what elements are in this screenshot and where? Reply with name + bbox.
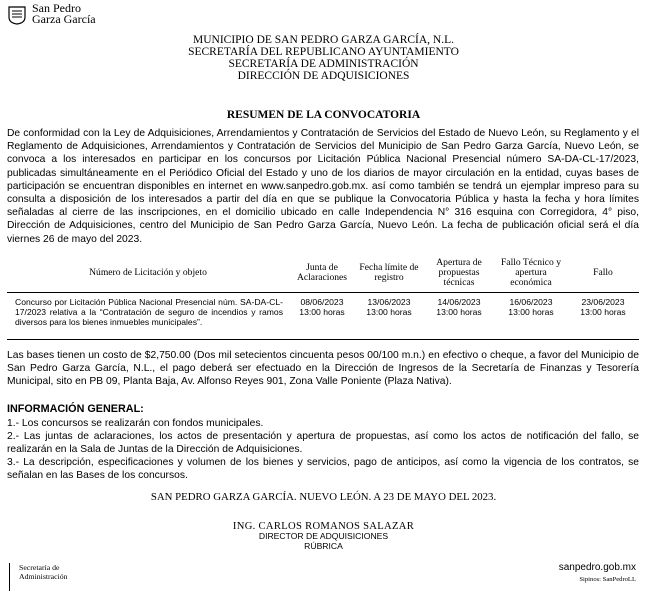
column-header: Fecha límite de registro [355,254,423,293]
cell-time: 13:00 horas [436,307,482,317]
tender-description: Concurso por Licitación Pública Nacional Presencial núm. SA-DA-CL-17/2023 relativa a la “Contratación de seguro de incendios y ramos diversos para los bienes inmuebles municipales”. [7,293,289,340]
info-item: 3.- La descripción, especificaciones y volumen de los bienes y servicios, pago de anticipos, así como la vigencia de los contratos, se señalan en las Bases de los concursos. [7,457,639,481]
signature-note: RÚBRICA [304,540,343,551]
bases-cost-paragraph: Las bases tienen un costo de $2,750.00 (Dos mil setecientos cincuenta pesos 00/100 m.n.) en efectivo o cheque, a favor del Municipio de San Pedro Garza García, N.L., el pago deberá ser efectuado en la Dirección de Ingresos de la Secretaría de Finanzas y Tesorería Municipal, sito en PB 09, Planta Baja, Av. Alfonso Reyes 901, Zona Valle Poniente (Plaza Nativa). [7,350,639,388]
header-line-2: SECRETARÍA DEL REPUBLICANO AYUNTAMIENTO [188,46,459,58]
column-header: Número de Licitación y objeto [7,254,289,293]
logo-line-1: San Pedro [32,1,81,15]
column-header: Fallo Técnico y apertura económica [495,254,567,293]
footer-department [9,563,68,591]
signature-block [0,521,647,551]
intro-paragraph: De conformidad con la Ley de Adquisiciones, Arrendamientos y Contratación de Servicios del Estado de Nuevo León, su Reglamento y el Reglamento de Adquisiciones, Arrendamientos y Contratación de Servicios del Municipio de San Pedro Garza García, Nuevo León, se convoca a los interesados en participar en los concursos por Licitación Pública Nacional Presencial número SA-DA-CL-17/2023, publicadas simultáneamente en el Periódico Oficial del Estado y uno de los diarios de mayor circulación en la entidad, cuyas bases de participación se encuentran disponibles en internet en www.sanpedro.gob.mx. así como también se tendrá un ejemplar impreso para su consulta a disposición de los interesados a partir del día en que se publique la Convocatoria Pública y hasta la fecha y hora límites señaladas al cierre de las inscripciones, en el domicilio ubicado en calle Independencia N° 316 esquina con Corregidora, 4° piso, Dirección de Adquisiciones, centro del Municipio de San Pedro Garza García, Nuevo León. La fecha de publicación oficial será el día viernes 26 de mayo del 2023. [7,128,639,245]
table-cell [567,293,639,340]
cell-date: 23/06/2023 [581,297,625,307]
cell-time: 13:00 horas [508,307,554,317]
table-row [7,293,639,340]
footer-social: Sipinos: SanPedroLL [579,576,636,583]
table-cell [495,293,567,340]
column-header: Junta de Aclaraciones [289,254,355,293]
cell-time: 13:00 horas [299,307,345,317]
column-header: Fallo [567,254,639,293]
footer-website-link[interactable]: sanpedro.gob.mx [558,562,636,573]
header-line-4: DIRECCIÓN DE ADQUISICIONES [237,70,410,82]
cell-date: 16/06/2023 [509,297,553,307]
info-item: 1.- Los concursos se realizarán con fondos municipales. [7,418,264,429]
signer-role: DIRECTOR DE ADQUISICIONES [258,531,389,541]
municipal-logo [8,3,128,27]
document-header [0,34,647,82]
footer-contact [559,562,636,586]
cell-time: 13:00 horas [366,307,412,317]
document-title: RESUMEN DE LA CONVOCATORIA [226,109,421,121]
header-line-1: MUNICIPIO DE SAN PEDRO GARZA GARCÍA, N.L. [193,34,454,46]
place-date-line: SAN PEDRO GARZA GARCÍA. NUEVO LEÓN. A 23 DE MAYO DEL 2023. [150,491,497,503]
logo-line-2: Garza García [32,12,96,26]
logo-emblem-icon [8,5,26,25]
cell-time: 13:00 horas [580,307,626,317]
header-line-3: SECRETARÍA DE ADMINISTRACIÓN [228,58,419,70]
column-header: Apertura de propuestas técnicas [423,254,495,293]
table-header-row [7,254,639,293]
signer-name: ING. CARLOS ROMANOS SALAZAR [232,521,415,532]
table-cell [355,293,423,340]
cell-date: 13/06/2023 [367,297,411,307]
footer-dept-line-1: Secretaría de [19,563,60,572]
table-cell [289,293,355,340]
cell-date: 14/06/2023 [437,297,481,307]
table-cell [423,293,495,340]
cell-date: 08/06/2023 [300,297,344,307]
info-item: 2.- Las juntas de aclaraciones, los actos de presentación y apertura de propuestas, así como los actos de notificación del fallo, se realizarán en la Sala de Juntas de la Dirección de Adquisiciones. [7,431,639,455]
info-list [7,417,639,482]
tender-table [7,254,639,340]
footer-dept-line-2: Administración [19,572,68,581]
info-heading: INFORMACIÓN GENERAL: [7,403,144,415]
